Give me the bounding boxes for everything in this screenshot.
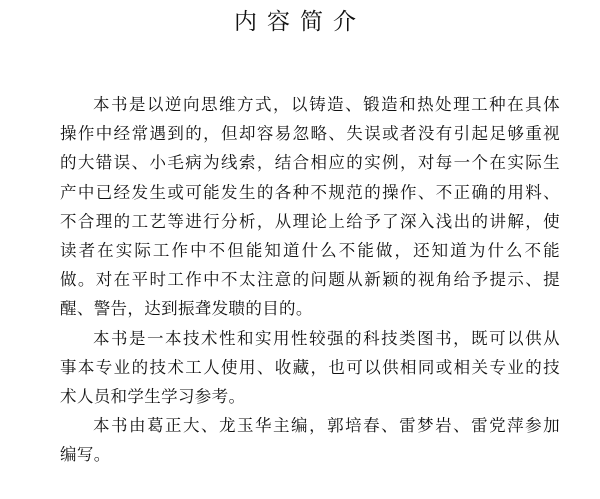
- text-line: 醒、警告，达到振聋发聩的目的。: [60, 299, 313, 319]
- text-line: 做。对在平时工作中不太注意的问题从新颖的视角给予提示、提: [60, 270, 560, 290]
- text-line: 本书由葛正大、龙玉华主编，郭培春、雷梦岩、雷党萍参加: [93, 416, 560, 436]
- paragraph-audience: [60, 324, 560, 412]
- document-body: [60, 90, 560, 469]
- text-line: 读者在实际工作中不但能知道什么不能做，还知道为什么不能: [60, 240, 560, 260]
- text-line: 本书是一本技术性和实用性较强的科技类图书，既可以供从: [93, 328, 560, 348]
- text-line: 操作中经常遇到的，但却容易忽略、失误或者没有引起足够重视: [60, 124, 560, 144]
- paragraph-summary: [60, 90, 560, 324]
- text-line: 编写。: [60, 445, 111, 465]
- text-line: 产中已经发生或可能发生的各种不规范的操作、不正确的用料、: [60, 182, 560, 202]
- page-title: 内容简介: [234, 9, 366, 35]
- text-line: 本书是以逆向思维方式，以铸造、锻造和热处理工种在具体: [93, 95, 560, 114]
- text-line: 不合理的工艺等进行分析，从理论上给予了深入浅出的讲解，使: [60, 211, 560, 231]
- text-line: 事本专业的技术工人使用、收藏，也可以供相同或相关专业的技: [60, 357, 560, 377]
- text-line: 术人员和学生学习参考。: [60, 386, 246, 406]
- text-line: 的大错误、小毛病为线索，结合相应的实例，对每一个在实际生: [60, 153, 560, 173]
- paragraph-authors: [60, 411, 560, 469]
